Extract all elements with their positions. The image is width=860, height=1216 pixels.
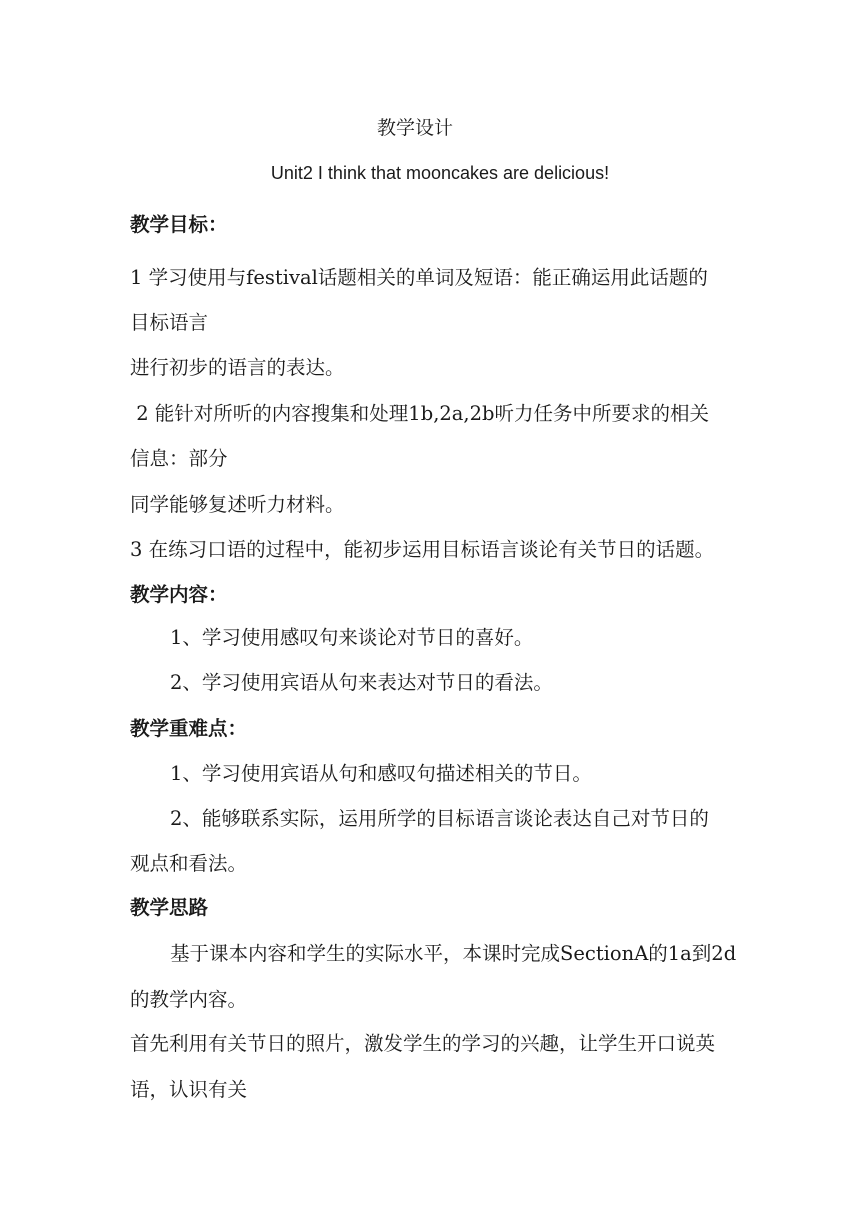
objectives-heading: 教学目标： <box>130 213 228 236</box>
difficulties-line-2: 2、能够联系实际，运用所学的目标语言谈论表达自己对节日的 <box>170 807 709 830</box>
document-title: 教学设计 <box>376 117 453 139</box>
difficulties-heading: 教学重难点： <box>130 717 248 740</box>
approach-line-3: 首先利用有关节日的照片，激发学生的学习的兴趣，让学生开口说英 <box>130 1032 716 1055</box>
approach-heading: 教学思路 <box>130 896 209 919</box>
content-line-2: 2、学习使用宾语从句来表达对节日的看法。 <box>170 671 553 694</box>
content-line-1: 1、学习使用感叹句来谈论对节日的喜好。 <box>170 626 534 649</box>
content-heading: 教学内容： <box>130 583 228 606</box>
objectives-line-6: 同学能够复述听力材料。 <box>130 493 345 516</box>
document-subtitle: Unit2 I think that mooncakes are delicious! <box>270 163 610 183</box>
approach-line-4: 语，认识有关 <box>130 1078 248 1101</box>
objectives-line-5: 信息：部分 <box>130 447 228 470</box>
objectives-line-4: 2 能针对所听的内容搜集和处理1b,2a,2b听力任务中所要求的相关 <box>130 402 710 425</box>
objectives-line-1: 1 学习使用与festival话题相关的单词及短语：能正确运用此话题的 <box>130 266 708 289</box>
approach-line-1: 基于课本内容和学生的实际水平，本课时完成SectionA的1a到2d <box>170 942 737 965</box>
approach-line-2: 的教学内容。 <box>130 988 248 1011</box>
objectives-line-3: 进行初步的语言的表达。 <box>130 356 345 379</box>
difficulties-line-3: 观点和看法。 <box>130 852 248 875</box>
objectives-line-7: 3 在练习口语的过程中，能初步运用目标语言谈论有关节日的话题。 <box>130 538 715 561</box>
difficulties-line-1: 1、学习使用宾语从句和感叹句描述相关的节日。 <box>170 762 592 785</box>
objectives-line-2: 目标语言 <box>130 311 209 334</box>
